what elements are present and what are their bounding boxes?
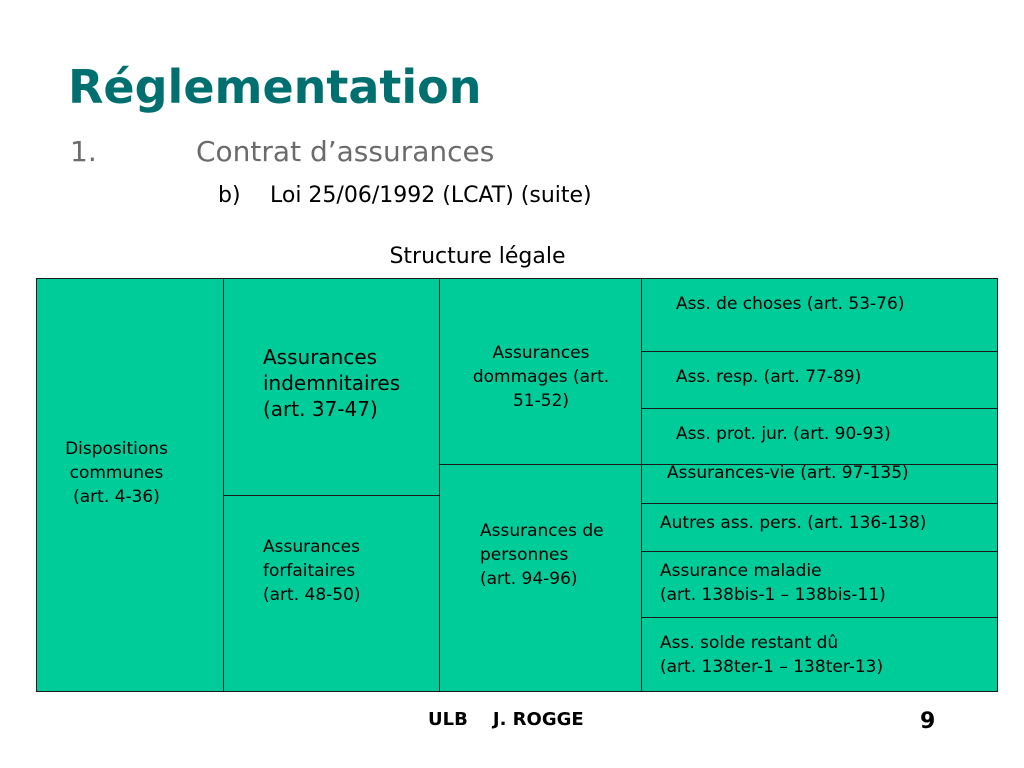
- text-assurances-personnes: Assurances de personnes (art. 94-96): [480, 521, 604, 589]
- text-ass-solde-restant: Ass. solde restant dû (art. 138ter-1 – 138ter-13): [660, 633, 884, 677]
- text-assurance-maladie: Assurance maladie (art. 138bis-1 – 138bis-11): [660, 561, 886, 605]
- subtitle-text: Contrat d’assurances: [196, 135, 495, 168]
- page-number: 9: [920, 709, 936, 734]
- text-autres-ass-pers: Autres ass. pers. (art. 136-138): [660, 513, 927, 533]
- structure-caption: Structure légale: [389, 244, 566, 269]
- text-ass-choses: Ass. de choses (art. 53-76): [676, 294, 905, 314]
- text-ass-resp: Ass. resp. (art. 77-89): [676, 367, 862, 387]
- text-ass-prot-jur: Ass. prot. jur. (art. 90-93): [676, 424, 891, 444]
- text-assurances-indemnitaires: Assurances indemnitaires (art. 37-47): [263, 345, 401, 421]
- text-assurances-vie: Assurances-vie (art. 97-135): [667, 463, 909, 483]
- sub-item-marker: b): [218, 183, 241, 208]
- text-assurances-dommages: Assurances dommages (art. 51-52): [472, 343, 610, 411]
- footer-author: ULB J. ROGGE: [428, 709, 584, 730]
- text-dispositions-communes: Dispositions communes (art. 4-36): [65, 439, 168, 507]
- slide-title: Réglementation: [68, 60, 482, 114]
- text-assurances-forfaitaires: Assurances forfaitaires (art. 48-50): [263, 537, 361, 605]
- subtitle-number: 1.: [70, 135, 97, 168]
- sub-item-text: Loi 25/06/1992 (LCAT) (suite): [270, 183, 592, 208]
